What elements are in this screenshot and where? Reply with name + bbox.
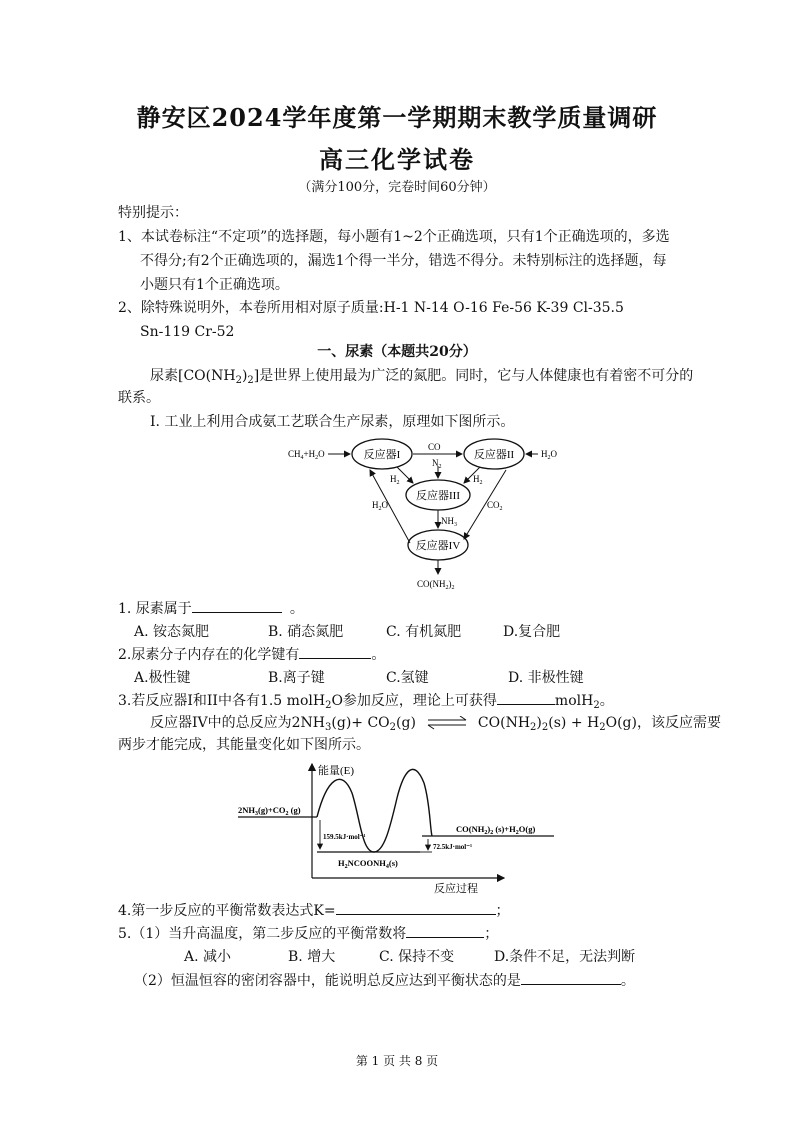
svg-text:H2: $H_2$ [473,474,483,486]
svg-text:H2O: $H_2O$ [372,500,388,512]
intermediate-label: $H_2NCOONH_4(s)$ [338,858,398,870]
question-4: 4.第一步反应的平衡常数表达式K= ； [118,899,510,921]
question-5-1: 5.（1）当升高温度，第二步反应的平衡常数将 ； [118,922,498,944]
question-5-2: （2）恒温恒容的密闭容器中，能说明总反应达到平衡状态的是 。 [134,969,635,991]
delta-e1-label: 159.5kJ·mol⁻¹ [323,833,366,841]
q2-option-a[interactable]: A.极性键 [134,670,191,686]
products-label: $CO(NH_2)_2$ $(s)+H_2O(g)$ [456,824,536,836]
q1-option-c[interactable]: C. 有机氮肥 [386,624,462,640]
exam-title: 静安区2024学年度第一学期期末教学质量调研 [136,103,658,132]
question-3: 3.若反应器I和II中各有1.5 molH$_2$O参加反应，理论上可获得 molH$_2$。 [118,689,614,716]
reactants-label: $2NH_3(g)+CO_2$ (g) [238,805,301,817]
reactor-3 [406,480,470,510]
page-footer: 第 1 页 共 8 页 [355,1054,439,1068]
energy-x-label: 反应过程 [434,883,478,895]
equilibrium-arrow [422,716,472,730]
question-1: 1. 尿素属于 。 [118,597,304,619]
q1-option-a[interactable]: A. 铵态氮肥 [134,624,210,640]
svg-text:H2O: $H_2O$ [541,449,557,461]
q5-1-answer-blank[interactable] [406,922,484,938]
q5-option-b[interactable]: B. 增大 [288,949,336,965]
exam-note: （满分100分，完卷时间60分钟） [298,180,496,195]
q5-2-answer-blank[interactable] [521,969,621,985]
svg-text:N2: $N_2$ [432,458,442,470]
tips-heading: 特别提示： [118,205,188,221]
part-1-intro: I. 工业上利用合成氨工艺联合生产尿素，原理如下图所示。 [150,414,515,430]
tip-1-line-a: 1、本试卷标注“不定项”的选择题，每小题有1~2个正确选项，只有1个正确选项的，多选 [118,229,670,245]
tip-2-line-a: 2、除特殊说明外，本卷所用相对原子质量:H-1 N-14 O-16 Fe-56 K-39 Cl-35.5 [118,300,624,316]
energy-diagram [232,758,562,898]
reactor-1 [352,439,412,469]
svg-text:H2: $H_2$ [390,474,400,486]
svg-text:CO(NH2)2: $CO(NH_2)_2$ [417,579,455,591]
reactor-4-equation: 反应器IV中的总反应为$2NH_3(g)+ CO_2(g) CO(NH_2)_2(s) + H_2O(g)$，该反应需要 [150,715,721,733]
q1-option-d[interactable]: D.复合肥 [503,624,561,640]
q2-answer-blank[interactable] [299,643,371,659]
tip-1-line-b: 不得分;有2个正确选项的，漏选1个得一半分，错选不得分。未特别标注的选择题，每 [140,253,667,269]
svg-text:反应器IV: 反应器IV [415,540,461,552]
tip-1-line-c: 小题只有1个正确选项。 [140,277,289,293]
reactor-4-equation-2: 两步才能完成，其能量变化如下图所示。 [118,737,370,753]
section-1-intro-2: 联系。 [118,390,160,406]
reactor-2 [464,439,524,469]
q1-answer-blank[interactable] [192,597,282,613]
svg-text:CH4+H2O: $CH_4+H_2O$ [288,449,325,461]
process-diagram [280,436,580,596]
section-1-intro: 尿素$[CO(NH_2)_2]$是世界上使用最为广泛的氮肥。同时，它与人体健康也有着密不可分的 [150,368,694,386]
section-1-title: 一、尿素（本题共20分） [317,344,477,360]
question-2: 2.尿素分子内存在的化学键有 。 [118,643,385,665]
q5-option-c[interactable]: C. 保持不变 [379,949,455,965]
svg-text:CO: CO [428,442,441,452]
q5-option-a[interactable]: A. 减小 [184,949,232,965]
delta-e2-label: 72.5kJ·mol⁻¹ [433,843,473,851]
q3-answer-blank[interactable] [497,689,555,705]
q2-option-d[interactable]: D. 非极性键 [508,670,584,686]
energy-y-label: 能量(E) [318,765,355,777]
reactor-4 [408,530,468,560]
q1-option-b[interactable]: B. 硝态氮肥 [268,624,344,640]
svg-text:反应器II: 反应器II [473,449,515,461]
q2-option-c[interactable]: C.氢键 [386,670,429,686]
svg-text:反应器III: 反应器III [416,490,460,502]
q4-answer-blank[interactable] [336,899,496,915]
exam-subtitle: 高三化学试卷 [319,145,475,174]
svg-text:NH3: $NH_3$ [441,516,457,528]
q5-option-d[interactable]: D.条件不足，无法判断 [494,949,636,965]
tip-2-line-b: Sn-119 Cr-52 [140,324,235,340]
svg-text:CO2: $CO_2$ [487,500,503,512]
q2-option-b[interactable]: B.离子键 [268,670,325,686]
svg-text:反应器I: 反应器I [363,449,401,461]
